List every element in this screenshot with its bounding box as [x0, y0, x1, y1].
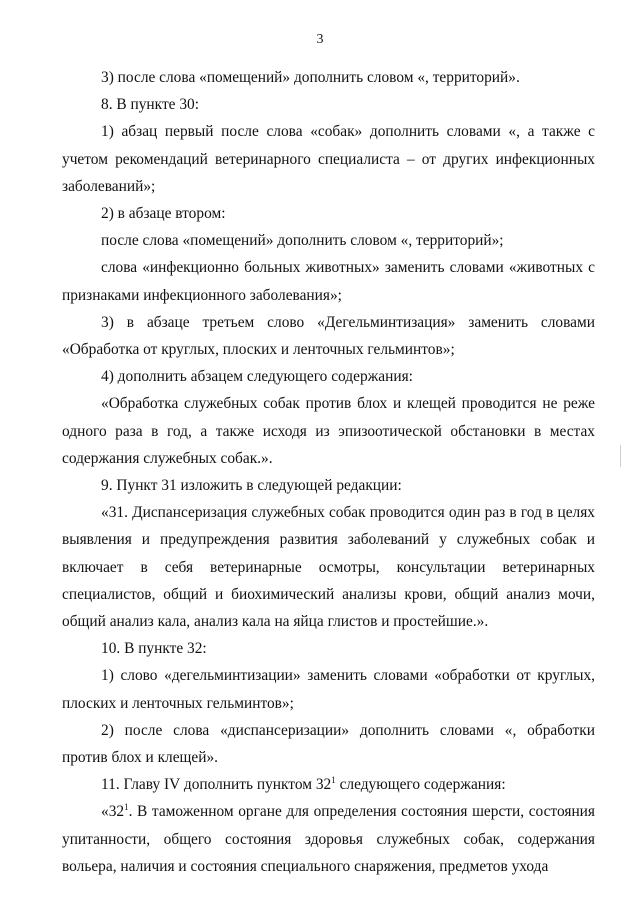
superscript: 1: [331, 775, 336, 786]
superscript: 1: [124, 802, 129, 813]
paragraph: «31. Диспансеризация служебных собак проводится один раз в год в целях выявления и предупреждения развития заболеваний у служебных собак и включает в себя ветеринарные осмотры, консультации ветеринарных специалистов, общий и биохимический анализы крови, общий анализ мочи, общий анализ кала, анализ кала на яйца глистов и простейшие.».: [62, 504, 595, 631]
text-run: 11. Главу IV дополнить пунктом 32: [101, 776, 332, 794]
paragraph: слова «инфекционно больных животных» заменить словами «животных с признаками инфекционного заболевания»;: [62, 259, 595, 304]
paragraph: 1) абзац первый после слова «собак» дополнить словами «, а также с учетом рекомендаций ветеринарного специалиста – от других инфекционных заболеваний»;: [62, 123, 595, 195]
document-body: [62, 64, 595, 880]
text-run: . В таможенном органе для определения состояния шерсти, состояния упитанности, общего состояния здоровья служебных собак, содержания вольера, наличия и состояния специального снаряжения, предметов ухода: [62, 803, 595, 875]
page-number: 3: [316, 32, 324, 47]
paragraph-with-superscript: [62, 798, 595, 880]
paragraph: 10. В пункте 32:: [101, 640, 207, 658]
paragraph: 4) дополнить абзацем следующего содержания:: [101, 368, 413, 386]
paragraph: 3) после слова «помещений» дополнить словом «, территорий».: [101, 69, 520, 86]
paragraph: после слова «помещений» дополнить словом «, территорий»;: [101, 232, 504, 250]
paragraph: 3) в абзаце третьем слово «Дегельминтизация» заменить словами «Обработка от круглых, плоских и ленточных гельминтов»;: [62, 313, 595, 359]
paragraph: 8. В пункте 30:: [101, 96, 200, 114]
text-run: «32: [101, 803, 125, 821]
paragraph-with-superscript: [62, 771, 595, 798]
paragraph: 1) слово «дегельминтизации» заменить словами «обработки от круглых, плоских и ленточных гельминтов»;: [62, 667, 595, 712]
paragraph: 2) в абзаце втором:: [101, 205, 226, 223]
paragraph: 9. Пункт 31 изложить в следующей редакции:: [101, 477, 402, 495]
paragraph: «Обработка служебных собак против блох и клещей проводится не реже одного раза в год, а также исходя из эпизоотической обстановки в местах содержания служебных собак.».: [62, 395, 595, 467]
text-run: следующего содержания:: [335, 776, 506, 794]
paragraph: 2) после слова «диспансеризации» дополнить словами «, обработки против блох и клещей».: [62, 721, 595, 767]
scan-artifact: [620, 445, 621, 467]
